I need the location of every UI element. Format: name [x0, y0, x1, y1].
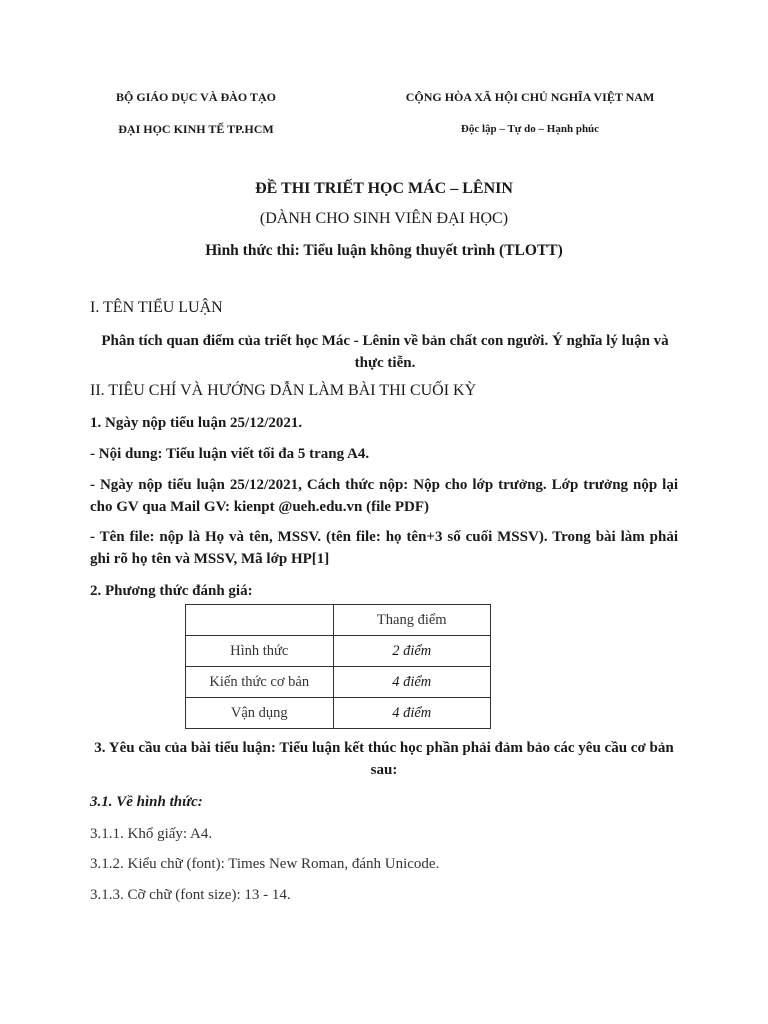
grading-table: [185, 604, 491, 729]
section1-heading: I. TÊN TIỂU LUẬN: [90, 299, 223, 316]
table-header-cell: Thang điểm: [333, 605, 491, 636]
table-row: [186, 636, 491, 667]
paper-size-rule: 3.1.1. Khổ giấy: A4.: [90, 826, 213, 842]
table-row: [186, 667, 491, 698]
exam-title: ĐỀ THI TRIẾT HỌC MÁC – LÊNIN: [255, 180, 513, 197]
criterion-cell: Vận dụng: [186, 698, 334, 729]
table-header-cell: [186, 605, 334, 636]
exam-format: Hình thức thi: Tiểu luận không thuyết trình (TLOTT): [205, 242, 563, 259]
criterion-cell: Kiến thức cơ bản: [186, 667, 334, 698]
filename-rule: - Tên file: nộp là Họ và tên, MSSV. (tên file: họ tên+3 số cuối MSSV). Trong bài làm phải ghi rõ họ tên và MSSV, Mã lớp HP[1]: [90, 529, 678, 567]
font-size-rule: 3.1.3. Cỡ chữ (font size): 13 - 14.: [90, 887, 291, 903]
national-motto-block: [380, 90, 680, 135]
evaluation-heading: 2. Phương thức đánh giá:: [90, 583, 253, 599]
ministry-block: [96, 90, 296, 136]
national-motto: Độc lập – Tự do – Hạnh phúc: [460, 123, 600, 135]
document-header: [0, 90, 768, 150]
requirements-heading: 3. Yêu cầu của bài tiểu luận: Tiểu luận kết thúc học phần phải đảm bảo các yêu cầu cơ bản sau:: [94, 740, 674, 778]
score-cell: 4 điểm: [333, 667, 491, 698]
exam-subtitle: (DÀNH CHO SINH VIÊN ĐẠI HỌC): [259, 210, 509, 227]
format-subheading: 3.1. Về hình thức:: [90, 794, 203, 810]
country-name: CỘNG HÒA XÃ HỘI CHỦ NGHĨA VIỆT NAM: [405, 90, 655, 104]
score-cell: 4 điểm: [333, 698, 491, 729]
submission-method: - Ngày nộp tiểu luận 25/12/2021, Cách thức nộp: Nộp cho lớp trưởng. Lớp trưởng nộp lại cho GV qua Mail GV: kienpt @ueh.edu.vn (file PDF): [90, 477, 678, 515]
criterion-cell: Hình thức: [186, 636, 334, 667]
score-cell: 2 điểm: [333, 636, 491, 667]
submission-date: 1. Ngày nộp tiểu luận 25/12/2021.: [90, 415, 303, 431]
section2-heading: II. TIÊU CHÍ VÀ HƯỚNG DẪN LÀM BÀI THI CUỐI KỲ: [90, 382, 477, 399]
university-name: ĐẠI HỌC KINH TẾ TP.HCM: [118, 122, 274, 136]
table-header-row: [186, 605, 491, 636]
ministry-name: BỘ GIÁO DỤC VÀ ĐÀO TẠO: [116, 90, 276, 104]
table-row: [186, 698, 491, 729]
content-rule: - Nội dung: Tiểu luận viết tối đa 5 trang A4.: [90, 446, 370, 462]
essay-topic: Phân tích quan điểm của triết học Mác - Lênin về bản chất con người. Ý nghĩa lý luận và thực tiễn.: [101, 333, 669, 371]
font-rule: 3.1.2. Kiểu chữ (font): Times New Roman, đánh Unicode.: [90, 856, 440, 872]
